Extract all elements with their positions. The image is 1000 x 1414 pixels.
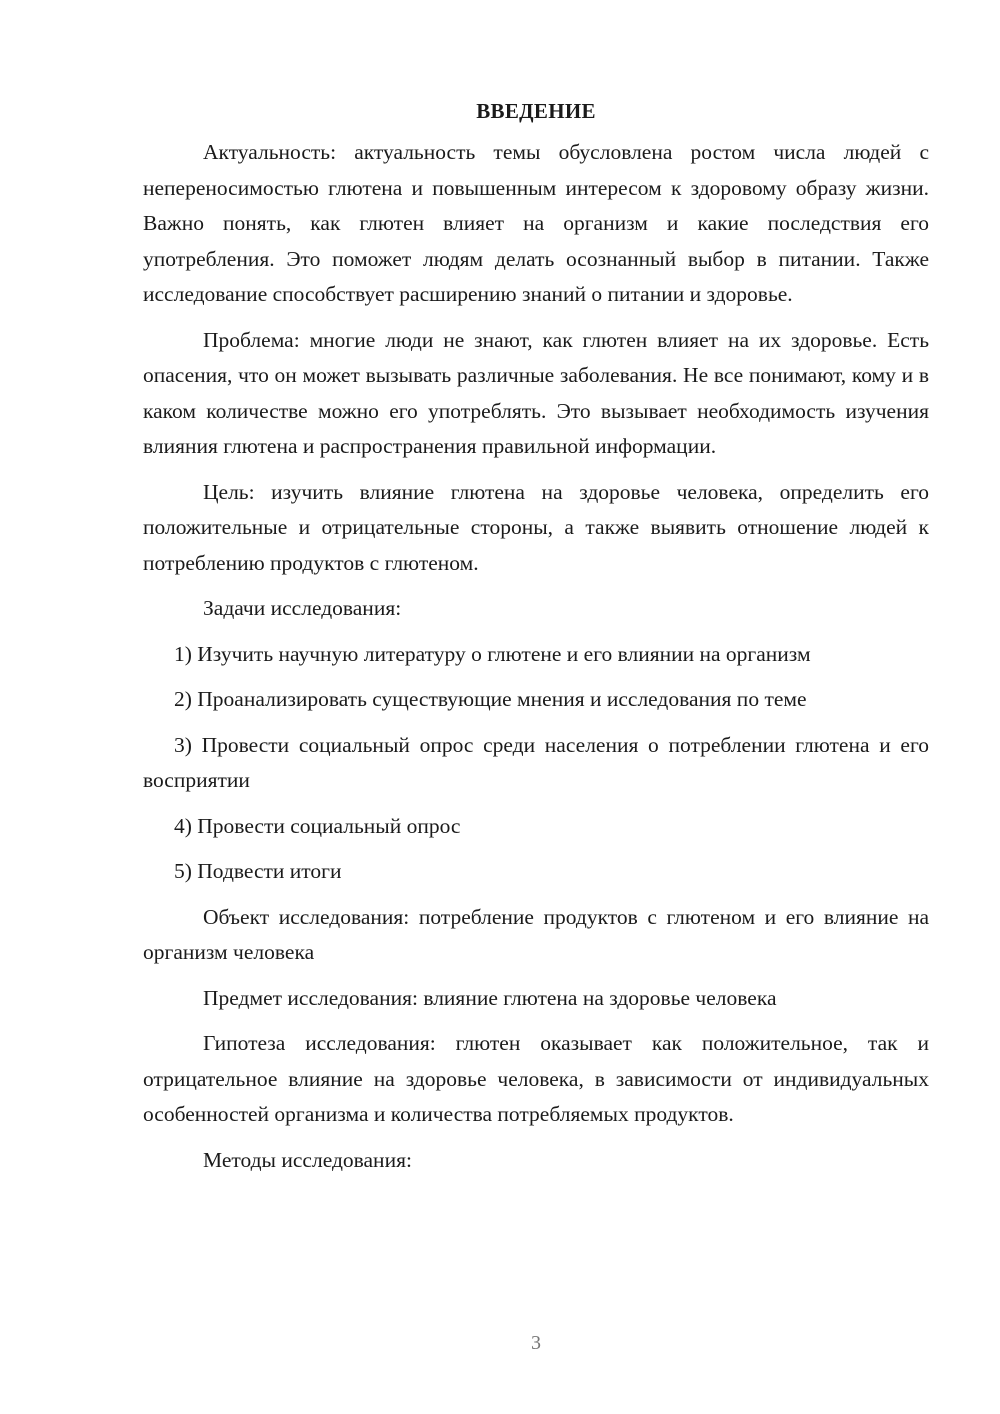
list-item: 5) Подвести итоги	[174, 859, 342, 883]
page-title: ВВЕДЕНИЕ	[476, 99, 596, 123]
subject-paragraph: Предмет исследования: влияние глютена на здоровье человека	[203, 985, 777, 1010]
page-number: 3	[531, 1332, 541, 1354]
goal-paragraph: Цель: изучить влияние глютена на здоровье человека, определить его положительные и отрицательные стороны, а также выявить отношение людей к потреблению продуктов с глютеном.	[143, 479, 929, 575]
object-paragraph: Объект исследования: потребление продуктов с глютеном и его влияние на организм человека	[143, 904, 929, 964]
list-item: 4) Провести социальный опрос	[174, 813, 461, 838]
tasks-heading: Задачи исследования:	[203, 596, 402, 620]
methods-heading: Методы исследования:	[203, 1147, 412, 1172]
problem-paragraph: Проблема: многие люди не знают, как глютен влияет на их здоровье. Есть опасения, что он может вызывать различные заболевания. Не все понимают, кому и в каком количестве можно его употреблять. Это вызывает необходимость изучения влияния глютена и распространения правильной информации.	[143, 327, 929, 458]
list-item: 2) Проанализировать существующие мнения и исследования по теме	[174, 687, 807, 711]
list-item: 3) Провести социальный опрос среди населения о потреблении глютена и его восприятии	[143, 732, 929, 792]
hypothesis-paragraph: Гипотеза исследования: глютен оказывает как положительное, так и отрицательное влияние на здоровье человека, в зависимости от индивидуальных особенностей организма и количества потребляемых продуктов.	[143, 1031, 929, 1126]
document-body	[143, 94, 929, 1188]
relevance-paragraph: Актуальность: актуальность темы обусловлена ростом числа людей с непереносимостью глютена и повышенным интересом к здоровому образу жизни. Важно понять, как глютен влияет на организм и какие последствия его употребления. Это поможет людям делать осознанный выбор в питании. Также исследование способствует расширению знаний о питании и здоровье.	[143, 140, 929, 306]
tasks-list	[143, 637, 929, 890]
list-item: 1) Изучить научную литературу о глютене и его влиянии на организм	[174, 641, 811, 666]
